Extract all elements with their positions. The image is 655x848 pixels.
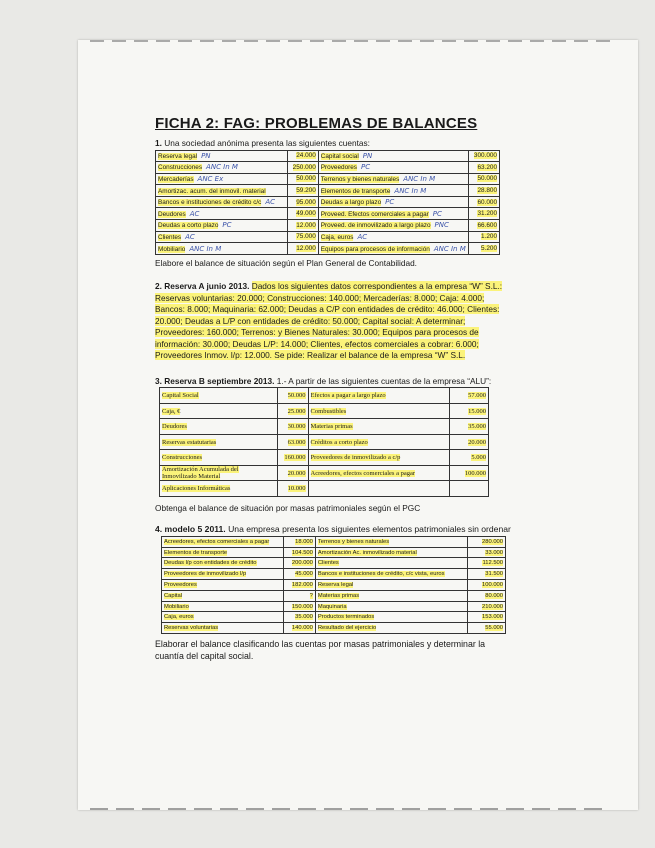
handwritten-note: PNC <box>434 221 449 230</box>
amount: 20.000 <box>287 469 306 477</box>
amount-cell <box>277 419 308 435</box>
account-name: Amortizac. acum. del inmovil. material <box>158 187 266 195</box>
exercise-2-text: Dados los siguientes datos correspondientes a la empresa “W” S.L.: Reservas voluntarias: 20.000; Construcciones: 140.000; Mercaderías: 8.000; Caja: 4.000; Bancos: 8.000; Maquinaria: 62.000; Deudas a C/P con entidades de crédito: 46.000; Clientes: 20.000; Deudas a L/P con entidades de crédito: 50.000; Capital social: A determinar; Proveedores: 160.000; Terrenos: y Bienes Naturales: 30.000; Equipos para procesos de información: 30.000; Deudas L/P: 14.000; Clientes, efectos comerciales a cobrar: 6.000; Proveedores Inmov. l/p: 12.000. Se pide: Realizar el balance de la empresa “W” S.L. <box>155 281 503 361</box>
account-name: Créditos a corto plazo <box>310 438 368 446</box>
amount-cell <box>288 162 318 174</box>
amount: 55.000 <box>485 625 503 632</box>
amount-cell <box>288 150 318 162</box>
amount: 5.200 <box>481 245 497 253</box>
account-name: Proveed. de inmovilizado a largo plazo <box>320 222 431 230</box>
handwritten-note: PC <box>385 198 395 207</box>
amount: 104.500 <box>291 549 313 556</box>
handwritten-note: ANC In M <box>189 244 222 253</box>
amount-cell <box>283 569 315 580</box>
table-row <box>162 580 506 591</box>
account-name: Mercaderías <box>158 175 194 183</box>
account-name-cell <box>156 150 288 162</box>
amount-cell <box>468 612 506 623</box>
account-name-cell <box>162 612 284 623</box>
handwritten-note: ANC In M <box>206 163 238 172</box>
account-name: Deudas a corto plazo <box>158 222 219 230</box>
account-name-cell <box>318 231 468 243</box>
amount: 35.000 <box>295 614 313 621</box>
table-row <box>160 403 489 419</box>
amount-cell <box>283 558 315 569</box>
amount: 160.000 <box>284 454 306 462</box>
amount: 95.000 <box>296 198 316 206</box>
account-name: Bancos e instituciones de crédito, c/c vista, euros <box>317 571 445 578</box>
table-row <box>156 243 500 255</box>
amount: ? <box>309 592 313 599</box>
exercise-1-intro-text: Una sociedad anónima presenta las siguientes cuentas: <box>164 138 370 148</box>
account-name-cell <box>156 208 288 220</box>
account-name-cell <box>315 547 467 558</box>
account-name: Amortización Acumulada del Inmovilizado Material <box>162 466 239 481</box>
amount-cell <box>468 558 506 569</box>
amount-cell <box>288 208 318 220</box>
table-row <box>160 481 489 497</box>
table-row <box>156 231 500 243</box>
amount-cell <box>277 465 308 481</box>
account-name-cell <box>308 481 450 497</box>
account-name-cell <box>156 231 288 243</box>
exercise-3-intro-text: 1.- A partir de las siguientes cuentas de la empresa “ALU”: <box>276 375 492 386</box>
account-name: Combustibles <box>310 407 347 415</box>
table-row <box>156 162 500 174</box>
amount-cell <box>277 403 308 419</box>
amount-cell <box>288 196 318 208</box>
account-name: Resultado del ejercicio <box>317 625 377 632</box>
amount: 12.000 <box>296 221 316 229</box>
account-name-cell <box>308 388 450 404</box>
amount-cell <box>283 547 315 558</box>
table-row <box>156 220 500 232</box>
amount-cell <box>468 536 506 547</box>
amount-cell <box>288 173 318 185</box>
amount: 63.200 <box>477 163 497 171</box>
account-name-cell <box>162 623 284 634</box>
handwritten-note: AC <box>357 232 368 241</box>
account-name-cell <box>315 580 467 591</box>
account-name-cell <box>318 185 468 197</box>
account-name-cell <box>162 569 284 580</box>
amount-cell <box>450 388 489 404</box>
amount: 50.000 <box>287 392 306 400</box>
amount: 63.000 <box>287 438 306 446</box>
handwritten-note: AC <box>265 198 276 207</box>
amount: 28.800 <box>477 187 497 195</box>
account-name: Aplicaciones Informáticas <box>162 485 231 493</box>
account-name-cell <box>162 580 284 591</box>
account-name: Mobiliario <box>158 245 186 253</box>
amount-cell <box>277 434 308 450</box>
account-name: Mobiliario <box>164 603 189 610</box>
amount-cell <box>277 450 308 466</box>
amount-cell <box>468 580 506 591</box>
amount: 250.000 <box>292 163 316 171</box>
amount-cell <box>468 231 499 243</box>
account-name: Capital Social <box>162 392 199 400</box>
amount-cell <box>468 590 506 601</box>
table-row <box>156 173 500 185</box>
amount-cell <box>283 612 315 623</box>
account-name: Amortización Ac. inmovilizado material <box>317 549 417 556</box>
amount-cell <box>277 388 308 404</box>
page-title: FICHA 2: FAG: PROBLEMAS DE BALANCES <box>155 115 478 132</box>
account-name-cell <box>156 162 288 174</box>
amount: 10.000 <box>287 485 306 493</box>
amount: 280.000 <box>482 538 503 545</box>
amount-cell <box>468 569 506 580</box>
account-name-cell <box>315 612 467 623</box>
account-name: Proveedores de inmovilizado l/p <box>164 571 247 578</box>
amount: 57.000 <box>468 392 486 400</box>
account-name-cell <box>315 536 467 547</box>
amount-cell <box>283 601 315 612</box>
amount: 5.000 <box>471 454 486 462</box>
account-name-cell <box>156 173 288 185</box>
account-name: Capital <box>164 592 183 599</box>
account-name: Materias primas <box>310 423 353 431</box>
handwritten-note: PN <box>362 151 373 160</box>
account-name: Capital social <box>320 152 359 160</box>
table-row <box>162 590 506 601</box>
account-name-cell <box>156 196 288 208</box>
account-name-cell <box>318 150 468 162</box>
amount-cell <box>288 220 318 232</box>
exercise-4-heading: 4. modelo 5 2011. <box>155 524 226 535</box>
amount-cell <box>468 547 506 558</box>
worksheet-content <box>155 115 515 671</box>
amount-cell <box>450 465 489 481</box>
account-name: Deudores <box>162 423 187 431</box>
account-name: Clientes <box>158 233 182 241</box>
table-row <box>156 185 500 197</box>
account-name: Deudores <box>158 210 186 218</box>
exercise-1-table <box>155 150 500 255</box>
account-name-cell <box>315 601 467 612</box>
account-name: Elementos de transporte <box>164 549 228 556</box>
exercise-4-intro <box>155 524 515 536</box>
amount: 150.000 <box>291 603 313 610</box>
account-name-cell <box>156 220 288 232</box>
table-row <box>160 434 489 450</box>
account-name: Reserva legal <box>317 581 354 588</box>
amount: 59.200 <box>296 187 316 195</box>
account-name-cell <box>318 162 468 174</box>
account-name-cell <box>162 536 284 547</box>
table-row <box>162 623 506 634</box>
amount-cell <box>468 150 499 162</box>
account-name-cell <box>156 185 288 197</box>
account-name-cell <box>162 547 284 558</box>
amount-cell <box>450 450 489 466</box>
table-row <box>162 558 506 569</box>
amount-cell <box>450 403 489 419</box>
amount: 140.000 <box>291 625 313 632</box>
amount: 18.000 <box>295 538 313 545</box>
account-name: Efectos a pagar a largo plazo <box>310 392 386 400</box>
account-name: Equipos para procesos de información <box>320 245 430 253</box>
amount: 100.000 <box>482 581 503 588</box>
account-name: Terrenos y bienes naturales <box>317 538 390 545</box>
exercise-1-closing: Elabore el balance de situación según el Plan General de Contabilidad. <box>155 257 417 268</box>
account-name-cell <box>160 388 278 404</box>
handwritten-note: AC <box>185 232 195 241</box>
amount-cell <box>468 243 499 255</box>
amount-cell <box>468 623 506 634</box>
account-name: Reservas estatutarias <box>162 438 217 446</box>
amount: 15.000 <box>468 407 486 415</box>
amount-cell <box>283 590 315 601</box>
amount-cell <box>468 601 506 612</box>
account-name: Acreedores, efectos comerciales a pagar <box>310 469 416 477</box>
table-row <box>156 196 500 208</box>
account-name-cell <box>318 173 468 185</box>
exercise-3-table <box>159 387 489 497</box>
exercise-3-intro <box>155 376 515 388</box>
account-name-cell <box>308 465 450 481</box>
account-name-cell <box>318 196 468 208</box>
account-name: Construcciones <box>158 164 203 172</box>
table-row <box>162 536 506 547</box>
amount: 75.000 <box>296 233 316 241</box>
account-name-cell <box>315 569 467 580</box>
account-name-cell <box>315 623 467 634</box>
amount-cell <box>277 481 308 497</box>
account-name: Acreedores, efectos comerciales a pagar <box>164 538 270 545</box>
amount-cell <box>450 419 489 435</box>
table-row <box>162 547 506 558</box>
account-name: Proveedores de inmovilizado a c/p <box>310 454 401 462</box>
account-name: Proveedores <box>164 581 197 588</box>
account-name-cell <box>318 243 468 255</box>
amount: 50.000 <box>477 175 497 183</box>
amount: 35.000 <box>468 423 486 431</box>
amount-cell <box>450 481 489 497</box>
table-row <box>160 419 489 435</box>
amount: 25.000 <box>287 407 306 415</box>
account-name: Reservas voluntarias <box>164 625 219 632</box>
amount-cell <box>450 434 489 450</box>
amount: 31.500 <box>485 571 503 578</box>
exercise-3-closing: Obtenga el balance de situación por masas patrimoniales según el PGC <box>155 502 421 513</box>
amount-cell <box>283 536 315 547</box>
account-name-cell <box>318 208 468 220</box>
account-name-cell <box>315 558 467 569</box>
amount: 182.000 <box>291 581 313 588</box>
amount: 300.000 <box>473 152 497 160</box>
handwritten-note: AC <box>189 209 200 218</box>
table-row <box>160 388 489 404</box>
handwritten-note: PC <box>222 221 232 230</box>
account-name: Deudas a largo plazo <box>320 199 382 207</box>
amount-cell <box>468 162 499 174</box>
account-name-cell <box>318 220 468 232</box>
account-name: Proveed. Efectos comerciales a pagar <box>320 210 429 218</box>
table-row <box>156 208 500 220</box>
amount: 50.000 <box>296 175 316 183</box>
account-name-cell <box>308 403 450 419</box>
amount: 30.000 <box>287 423 306 431</box>
exercise-1-intro <box>155 138 515 150</box>
amount: 100.000 <box>464 469 486 477</box>
amount: 60.000 <box>477 198 497 206</box>
amount-cell <box>283 623 315 634</box>
account-name-cell <box>308 450 450 466</box>
account-name-cell <box>160 434 278 450</box>
account-name: Proveedores <box>320 164 358 172</box>
account-name: Productos terminados <box>317 614 375 621</box>
amount: 49.000 <box>296 210 316 218</box>
account-name-cell <box>160 481 278 497</box>
amount: 31.200 <box>477 210 497 218</box>
amount: 12.000 <box>296 245 316 253</box>
account-name: Reserva legal <box>158 152 198 160</box>
table-row <box>162 601 506 612</box>
account-name-cell <box>160 450 278 466</box>
account-name-cell <box>308 434 450 450</box>
table-row <box>160 465 489 481</box>
exercise-4-closing: Elaborar el balance clasificando las cuentas por masas patrimoniales y determinar la cuantía del capital social. <box>155 639 486 661</box>
handwritten-note: PN <box>201 151 211 160</box>
exercise-4-table <box>161 536 506 634</box>
amount: 153.000 <box>482 614 503 621</box>
amount-cell <box>288 243 318 255</box>
handwritten-note: ANC In M <box>394 186 427 195</box>
handwritten-note: PC <box>361 163 371 172</box>
amount-cell <box>468 196 499 208</box>
scan-edge-bottom <box>90 808 610 810</box>
account-name-cell <box>160 419 278 435</box>
amount-cell <box>468 220 499 232</box>
amount-cell <box>288 231 318 243</box>
amount: 1.200 <box>481 233 497 241</box>
scan-edge-top <box>90 40 610 42</box>
amount-cell <box>283 580 315 591</box>
account-name-cell <box>162 558 284 569</box>
account-name: Elementos de transporte <box>320 187 391 195</box>
table-row <box>162 569 506 580</box>
account-name: Clientes <box>317 560 339 567</box>
account-name: Caja, euros <box>320 233 354 241</box>
account-name-cell <box>162 601 284 612</box>
account-name: Terrenos y bienes naturales <box>320 175 400 183</box>
account-name: Construcciones <box>162 454 203 462</box>
account-name-cell <box>308 419 450 435</box>
amount-cell <box>468 208 499 220</box>
account-name-cell <box>162 590 284 601</box>
amount-cell <box>288 185 318 197</box>
account-name: Bancos e instituciones de crédito c/c <box>158 199 262 207</box>
table-row <box>156 150 500 162</box>
amount: 80.000 <box>485 592 503 599</box>
handwritten-note: ANC In M <box>433 244 466 253</box>
handwritten-note: PC <box>432 209 442 218</box>
account-name: Deudas l/p con entidades de crédito <box>164 560 257 567</box>
account-name-cell <box>315 590 467 601</box>
account-name: Materias primas <box>317 592 360 599</box>
table-row <box>162 612 506 623</box>
amount: 112.500 <box>482 560 503 567</box>
amount: 24.000 <box>296 152 316 160</box>
amount: 66.600 <box>477 221 497 229</box>
account-name-cell <box>160 465 278 481</box>
account-name: Caja, euros <box>164 614 194 621</box>
exercise-2-heading: 2. Reserva A junio 2013. <box>155 281 250 292</box>
amount-cell <box>468 173 499 185</box>
amount-cell <box>468 185 499 197</box>
amount: 210.000 <box>482 603 503 610</box>
account-name-cell <box>156 243 288 255</box>
table-row <box>160 450 489 466</box>
exercise-1-number: 1. <box>155 138 162 148</box>
account-name-cell <box>160 403 278 419</box>
amount: 33.000 <box>485 549 503 556</box>
exercise-2 <box>155 281 515 362</box>
account-name: Caja, € <box>162 407 181 415</box>
amount: 200.000 <box>291 560 313 567</box>
handwritten-note: ANC Ex <box>197 174 224 183</box>
exercise-4-intro-text: Una empresa presenta los siguientes elementos patrimoniales sin ordenar <box>228 524 511 535</box>
handwritten-note: ANC In M <box>403 174 436 183</box>
exercise-3-heading: 3. Reserva B septiembre 2013. <box>155 375 275 386</box>
amount: 45.000 <box>295 571 313 578</box>
account-name: Maquinaria <box>317 603 347 610</box>
amount: 20.000 <box>468 438 486 446</box>
